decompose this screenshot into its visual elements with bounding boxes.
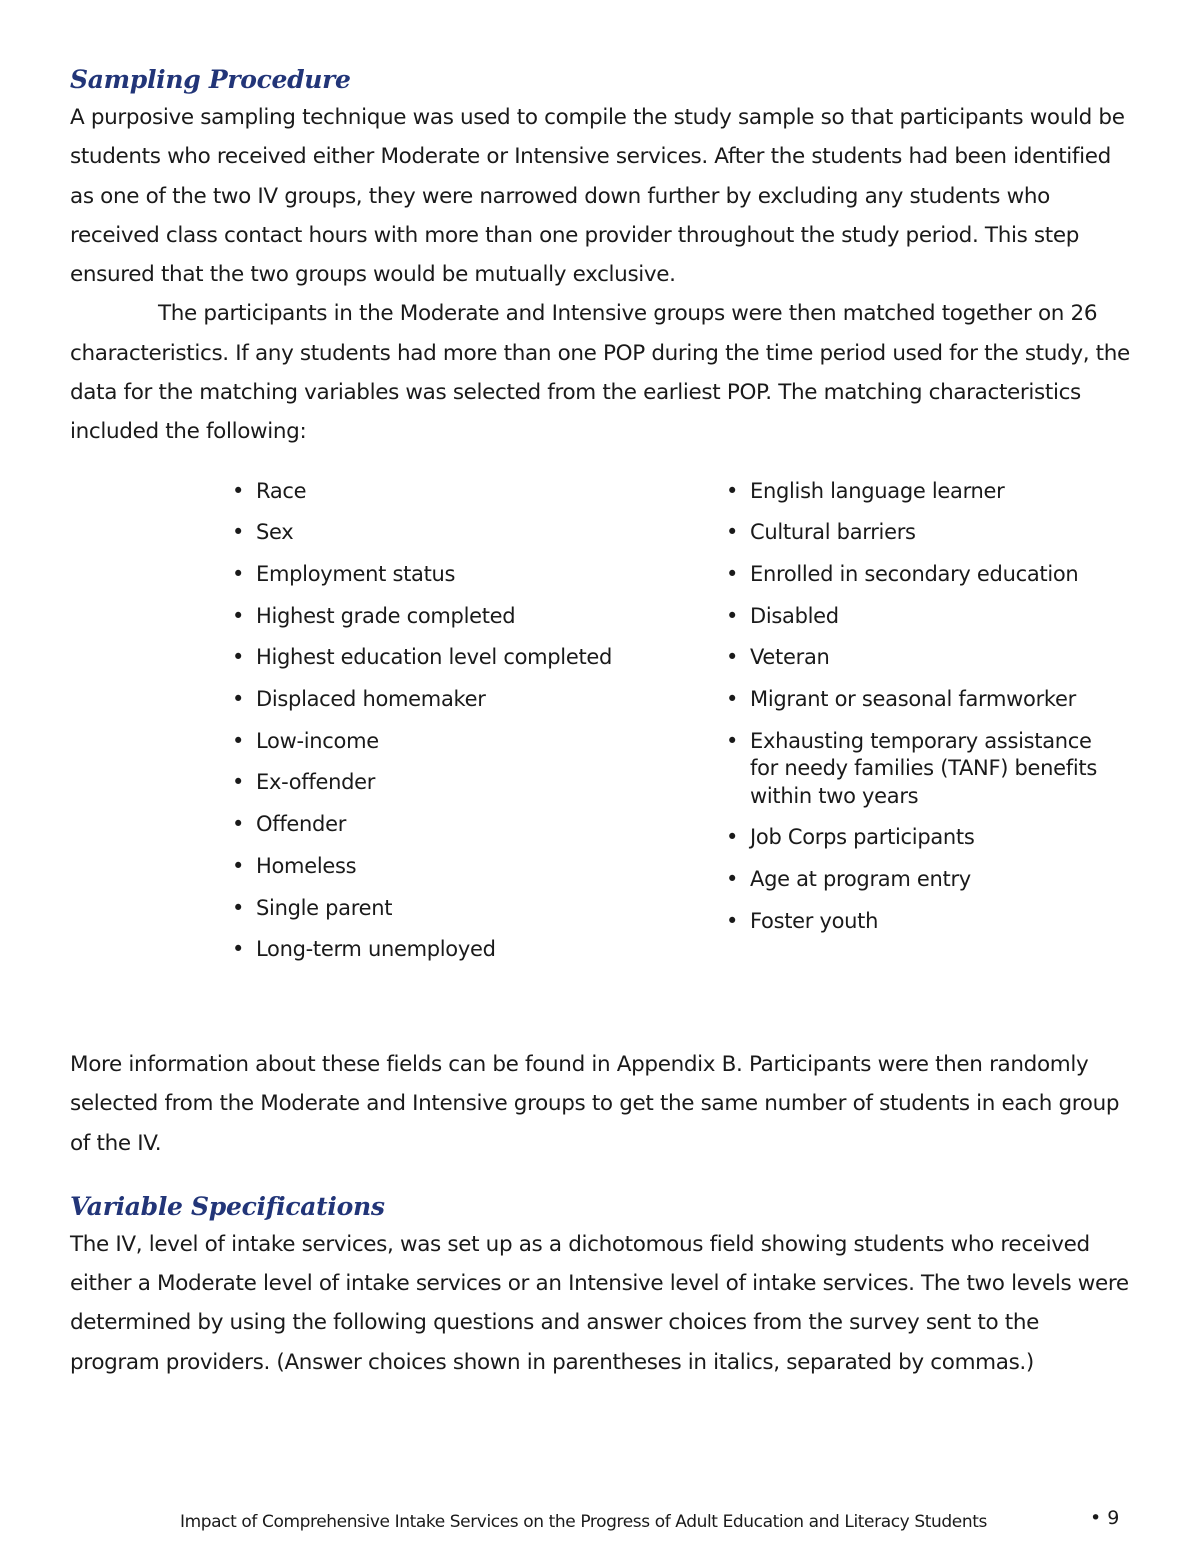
list-item: [726, 908, 1106, 936]
list-item-text: Job Corps participants: [750, 825, 975, 850]
bullet-icon: •: [726, 520, 739, 545]
footer-title: Impact of Comprehensive Intake Services on the Progress of Adult Education and Literacy Students: [180, 1512, 987, 1532]
page-body-continued: [70, 1045, 1130, 1382]
list-item: [726, 561, 1106, 589]
list-item: [232, 686, 652, 714]
list-item: [232, 728, 652, 756]
list-item-text: Migrant or seasonal farmworker: [750, 687, 1076, 712]
bullet-icon: •: [232, 895, 245, 920]
bullet-icon: •: [232, 937, 245, 962]
list-item: [232, 769, 652, 797]
paragraph-variables-1: The IV, level of intake services, was set up as a dichotomous field showing students who received either a Moderate level of intake services or an Intensive level of intake services. The two levels were determined by using the following questions and answer choices from the survey sent to the program providers. (Answer choices shown in parentheses in italics, separated by commas.): [70, 1231, 1129, 1375]
list-item-text: Highest grade completed: [256, 603, 516, 628]
list-item: [726, 603, 1106, 631]
paragraph-sampling-3: More information about these fields can be found in Appendix B. Participants were then randomly selected from the Moderate and Intensive groups to get the same number of students in each group of the IV.: [70, 1052, 1120, 1156]
list-item-text: Low-income: [256, 728, 379, 753]
bullet-icon: •: [726, 562, 739, 587]
list-item: [726, 728, 1106, 811]
page-number: • 9: [1090, 1507, 1120, 1529]
list-item-text: Long-term unemployed: [256, 937, 496, 962]
list-item-text: Employment status: [256, 562, 456, 587]
list-item: [726, 824, 1106, 852]
bullet-icon: •: [232, 770, 245, 795]
list-item: [232, 811, 652, 839]
bullet-icon: •: [232, 812, 245, 837]
bullet-icon: •: [726, 825, 739, 850]
list-item: [232, 936, 652, 964]
list-item: [726, 519, 1106, 547]
list-item: [232, 519, 652, 547]
paragraph-sampling-2: The participants in the Moderate and Intensive groups were then matched together on 26 characteristics. If any students had more than one POP during the time period used for the study, the data for the matching variables was selected from the earliest POP. The matching characteristics included the following:: [70, 301, 1130, 445]
list-item: [232, 478, 652, 506]
list-item-text: Foster youth: [750, 908, 879, 933]
page-body: [70, 62, 1130, 1038]
list-item: [232, 603, 652, 631]
list-item: [232, 853, 652, 881]
matching-characteristics: [70, 478, 1130, 1038]
list-item-text: Ex-offender: [256, 770, 376, 795]
bullet-icon: •: [232, 520, 245, 545]
list-item-text: Veteran: [750, 645, 830, 670]
characteristics-list-left: [232, 478, 652, 978]
bullet-icon: •: [232, 478, 245, 503]
heading-sampling-procedure: Sampling Procedure: [70, 65, 351, 94]
list-item-text: Enrolled in secondary education: [750, 562, 1079, 587]
list-item: [726, 644, 1106, 672]
list-item-text: Exhausting temporary assistance for needy families (TANF) benefits within two years: [750, 728, 1097, 808]
list-item: [232, 644, 652, 672]
list-item: [232, 895, 652, 923]
bullet-icon: •: [232, 687, 245, 712]
bullet-icon: •: [726, 645, 739, 670]
bullet-icon: •: [726, 867, 739, 892]
list-item: [232, 561, 652, 589]
characteristics-list-right: [726, 478, 1106, 950]
list-item-text: Disabled: [750, 603, 839, 628]
bullet-icon: •: [232, 728, 245, 753]
list-item-text: Age at program entry: [750, 867, 971, 892]
list-item: [726, 686, 1106, 714]
bullet-icon: •: [726, 908, 739, 933]
bullet-icon: •: [726, 478, 739, 503]
paragraph-sampling-1: A purposive sampling technique was used to compile the study sample so that participants would be students who received either Moderate or Intensive services. After the students had been identified as one of the two IV groups, they were narrowed down further by excluding any students who received class contact hours with more than one provider throughout the study period. This step ensured that the two groups would be mutually exclusive.: [70, 105, 1125, 288]
list-item-text: Cultural barriers: [750, 520, 916, 545]
list-item-text: Offender: [256, 812, 347, 837]
list-item-text: Sex: [256, 520, 294, 545]
bullet-icon: •: [232, 853, 245, 878]
list-item: [726, 478, 1106, 506]
list-item-text: English language learner: [750, 478, 1005, 503]
bullet-icon: •: [726, 603, 739, 628]
bullet-icon: •: [726, 728, 739, 753]
bullet-icon: •: [726, 687, 739, 712]
bullet-icon: •: [232, 603, 245, 628]
list-item-text: Single parent: [256, 895, 393, 920]
list-item-text: Homeless: [256, 853, 357, 878]
bullet-icon: •: [232, 562, 245, 587]
bullet-icon: •: [232, 645, 245, 670]
list-item-text: Highest education level completed: [256, 645, 613, 670]
list-item-text: Race: [256, 478, 307, 503]
heading-variable-specifications: Variable Specifications: [70, 1191, 385, 1221]
list-item: [726, 866, 1106, 894]
list-item-text: Displaced homemaker: [256, 687, 486, 712]
